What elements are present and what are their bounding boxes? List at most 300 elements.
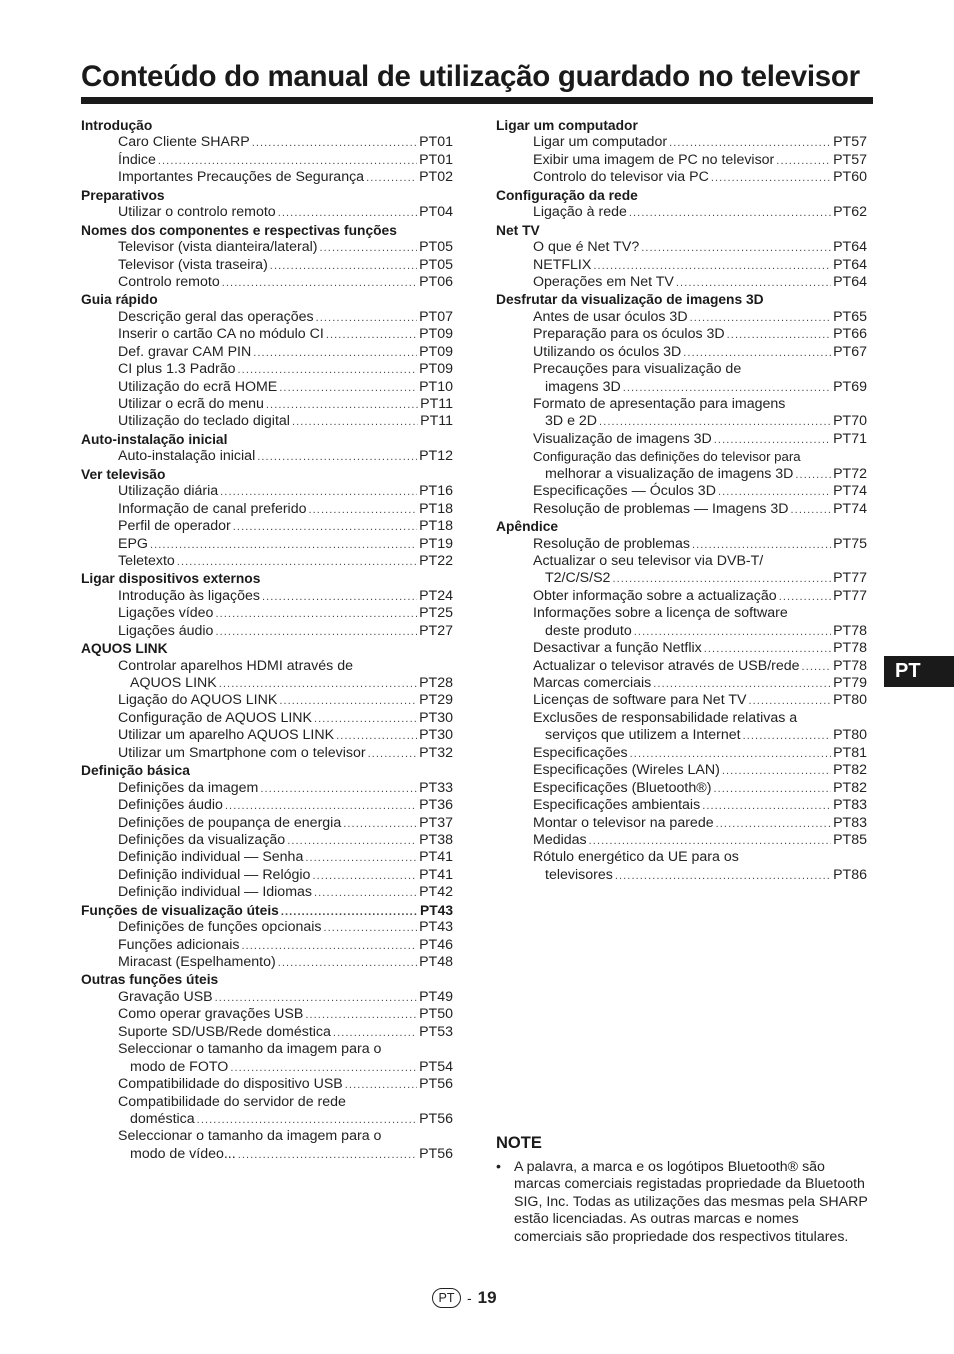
toc-page-ref: PT83 (833, 797, 867, 814)
toc-page-ref: PT79 (833, 675, 867, 691)
dot-leader (279, 380, 417, 397)
toc-entry (81, 169, 453, 186)
dot-leader (220, 484, 417, 501)
toc-entry-title: Antes de usar óculos 3D (533, 308, 688, 325)
toc-page-ref: PT46 (419, 936, 453, 953)
toc-entry-line: Rótulo energético da UE para os (533, 849, 739, 866)
dot-leader (641, 240, 831, 257)
toc-entry-title: Definições da visualização (118, 831, 286, 848)
toc-entry-title: Especificações (Wireles LAN) (533, 762, 720, 779)
toc-page-ref: PT18 (419, 518, 453, 535)
toc-page-ref: PT85 (833, 831, 867, 848)
dot-leader (779, 589, 831, 606)
toc-page-ref: PT83 (833, 814, 867, 831)
dot-leader (333, 1025, 417, 1042)
toc-section-heading: Ver televisão (81, 466, 166, 482)
toc-entry (496, 675, 867, 692)
toc-entry-title: Ligar um computador (533, 134, 668, 151)
toc-entry (496, 379, 867, 396)
dot-leader (314, 885, 417, 902)
dot-leader (345, 1077, 417, 1094)
toc-entry (496, 134, 867, 151)
toc-section-heading: Outras funções úteis (81, 972, 219, 988)
toc-entry (81, 309, 453, 326)
toc-entry-title: Definições áudio (118, 797, 223, 814)
toc-page-ref: PT38 (419, 831, 453, 848)
toc-page-ref: PT74 (833, 500, 867, 517)
toc-entry-title: Introdução às ligações (118, 587, 260, 604)
note-body (496, 1159, 868, 1246)
dot-leader (230, 1060, 417, 1077)
toc-page-ref: PT53 (419, 1023, 453, 1040)
toc-page-ref: PT02 (419, 169, 453, 186)
toc-entry-title: doméstica (130, 1110, 195, 1127)
toc-page-ref: PT19 (419, 535, 453, 552)
toc-page-ref: PT33 (419, 779, 453, 796)
toc-entry-line: Configuração das definições do televisor para (533, 449, 801, 465)
dot-leader (292, 414, 418, 431)
toc-entry-title: Medidas (533, 831, 587, 848)
toc-entry-title: Como operar gravações USB (118, 1006, 304, 1023)
toc-entry (81, 884, 453, 901)
toc-entry-title: 3D e 2D (545, 413, 598, 430)
toc-entry (496, 309, 867, 326)
toc-entry (496, 780, 867, 797)
toc-page-ref: PT78 (833, 657, 867, 674)
toc-page-ref: PT24 (419, 587, 453, 604)
toc-page-ref: PT80 (833, 727, 867, 744)
toc-entry-title: modo de FOTO (130, 1058, 229, 1075)
toc-entry (81, 745, 453, 762)
page-dash: - (467, 1290, 472, 1306)
toc-page-ref: PT30 (419, 727, 453, 744)
toc-entry-line: Controlar aparelhos HDMI através de (118, 657, 353, 674)
dot-leader (158, 153, 417, 170)
note-bullet: • (496, 1159, 501, 1175)
toc-page-ref: PT80 (833, 692, 867, 709)
page-title: Conteúdo do manual de utilização guardado no televisor (81, 60, 860, 93)
toc-entry (496, 431, 867, 448)
toc-entry-title: Licenças de software para Net TV (533, 692, 747, 709)
toc-page-ref: PT09 (419, 361, 453, 378)
toc-page-ref: PT11 (420, 396, 453, 412)
toc-entry-title: Definição individual — Senha (118, 849, 304, 866)
dot-leader (279, 693, 417, 710)
toc-entry (81, 344, 453, 361)
dot-leader (312, 868, 417, 885)
toc-entry-title: Actualizar o televisor através de USB/rede (533, 657, 800, 674)
toc-entry (496, 501, 867, 518)
title-rule (81, 97, 873, 104)
toc-page-ref: PT50 (419, 1006, 453, 1023)
toc-entry (496, 832, 867, 849)
toc-entry-line: Formato de apresentação para imagens (533, 396, 786, 412)
toc-entry-title: Resolução de problemas (533, 535, 690, 552)
toc-page-ref: PT29 (419, 692, 453, 709)
toc-entry-title: CI plus 1.3 Padrão (118, 361, 236, 378)
dot-leader (252, 135, 417, 152)
toc-entry-title: Definições da imagem (118, 779, 259, 796)
toc-page-ref: PT77 (833, 587, 867, 604)
dot-leader (320, 240, 418, 257)
toc-page-ref: PT82 (833, 762, 867, 779)
toc-page-ref: PT01 (419, 151, 453, 168)
toc-entry-title: Miracast (Espelhamento) (118, 954, 276, 970)
toc-entry (81, 1076, 453, 1093)
toc-section-heading: Apêndice (496, 519, 559, 535)
toc-section-heading: Preparativos (81, 187, 165, 203)
toc-page-ref: PT66 (833, 326, 867, 343)
toc-entry-title: Ligação à rede (533, 204, 627, 221)
toc-page-ref: PT71 (833, 430, 867, 447)
toc-entry-title: Especificações ambientais (533, 797, 701, 814)
toc-entry-title: Utilizar o controlo remoto (118, 204, 276, 221)
dot-leader (713, 781, 831, 798)
dot-leader (629, 205, 831, 222)
toc-entry (496, 658, 867, 675)
toc-entry-title: Utilização do teclado digital (118, 413, 290, 430)
toc-entry-line: Seleccionar o tamanho da imagem para o (118, 1128, 382, 1145)
dot-leader (177, 554, 417, 571)
toc-entry (81, 815, 453, 832)
dot-leader (215, 990, 417, 1007)
toc-entry-title: Importantes Precauções de Segurança (118, 169, 365, 186)
toc-entry (81, 204, 453, 221)
toc-entry (496, 727, 867, 744)
toc-page-ref: PT32 (419, 744, 453, 761)
toc-page-ref: PT65 (833, 308, 867, 325)
toc-entry-title: Ligação do AQUOS LINK (118, 692, 278, 709)
toc-page-ref: PT62 (833, 204, 867, 221)
dot-leader (711, 170, 831, 187)
toc-entry-title: Suporte SD/USB/Rede doméstica (118, 1023, 331, 1040)
toc-page-ref: PT69 (833, 378, 867, 395)
dot-leader (225, 798, 417, 815)
dot-leader (593, 258, 831, 275)
toc-entry-line: Seleccionar o tamanho da imagem para o (118, 1041, 382, 1058)
toc-page-ref: PT56 (419, 1076, 453, 1093)
toc-entry (496, 483, 867, 500)
toc-entry-title: EPG (118, 535, 148, 552)
toc-page-ref: PT18 (419, 500, 453, 517)
toc-entry (81, 1059, 453, 1076)
toc-entry-title: Utilizar um Smartphone com o televisor (118, 744, 366, 761)
toc-page-ref: PT56 (419, 1110, 453, 1127)
toc-entry-title: Montar o televisor na parede (533, 814, 714, 831)
toc-entry (496, 623, 867, 640)
toc-page-ref: PT22 (419, 552, 453, 569)
toc-entry-title: Especificações (Bluetooth®) (533, 779, 712, 796)
toc-page-ref: PT86 (833, 866, 867, 883)
dot-leader (802, 659, 832, 676)
toc-entry-title: Operações em Net TV (533, 273, 674, 290)
toc-page-ref: PT78 (833, 622, 867, 639)
toc-page-ref: PT77 (833, 570, 867, 587)
toc-entry (81, 710, 453, 727)
dot-leader (326, 327, 417, 344)
toc-entry-title: Definições de poupança de energia (118, 814, 342, 831)
toc-entry (496, 326, 867, 343)
dot-leader (366, 170, 417, 187)
dot-leader (748, 693, 831, 710)
toc-entry-title: Inserir o cartão CA no módulo CI (118, 326, 324, 343)
toc-entry-title: Teletexto (118, 552, 175, 569)
toc-entry (81, 152, 453, 169)
dot-leader (368, 746, 417, 763)
dot-leader (215, 606, 417, 623)
dot-leader (743, 728, 832, 745)
toc-entry (496, 815, 867, 832)
toc-entry (81, 536, 453, 553)
toc-entry (81, 413, 453, 430)
toc-entry-title: Especificações — Óculos 3D (533, 483, 716, 500)
toc-entry-title: Utilização diária (118, 483, 219, 500)
toc-entry (81, 902, 453, 919)
toc-section-heading: Configuração da rede (496, 187, 638, 203)
toc-page-ref: PT28 (419, 675, 453, 691)
dot-leader (260, 781, 417, 798)
dot-leader (683, 345, 831, 362)
toc-entry (496, 239, 867, 256)
dot-leader (714, 432, 831, 449)
toc-page-ref: PT43 (419, 919, 453, 936)
toc-entry (81, 501, 453, 518)
toc-entry (81, 518, 453, 535)
toc-page-ref: PT05 (419, 239, 453, 256)
dot-leader (722, 763, 831, 780)
toc-entry (81, 919, 453, 936)
toc-entry-title: Definição individual — Relógio (118, 866, 311, 883)
toc-entry-line: Precauções para visualização de (533, 361, 742, 378)
toc-page-ref: PT41 (419, 866, 453, 883)
dot-leader (676, 275, 831, 292)
toc-entry (496, 867, 867, 884)
dot-leader (589, 833, 831, 850)
toc-page-ref: PT70 (833, 413, 867, 430)
toc-entry-title: Marcas comerciais (533, 675, 652, 691)
dot-leader (309, 502, 418, 519)
toc-entry (81, 553, 453, 570)
toc-page-ref: PT64 (833, 256, 867, 273)
dot-leader (270, 258, 417, 275)
dot-leader (634, 624, 831, 641)
dot-leader (690, 310, 832, 327)
toc-entry-title: Preparação para os óculos 3D (533, 326, 725, 343)
toc-entry (81, 797, 453, 814)
dot-leader (716, 816, 831, 833)
dot-leader (215, 624, 417, 641)
dot-leader (222, 275, 417, 292)
toc-right-column (496, 117, 867, 884)
toc-page-ref: PT06 (419, 273, 453, 290)
toc-page-ref: PT12 (419, 448, 453, 465)
toc-entry-title: Def. gravar CAM PIN (118, 343, 252, 360)
toc-page-ref: PT64 (833, 239, 867, 256)
toc-entry (496, 152, 867, 169)
toc-section-heading: Nomes dos componentes e respectivas funções (81, 222, 397, 238)
toc-entry-title: Obter informação sobre a actualização (533, 587, 777, 604)
toc-section-heading: Guia rápido (81, 292, 158, 308)
toc-entry-title: Resolução de problemas — Imagens 3D (533, 500, 789, 517)
dot-leader (343, 816, 417, 833)
language-tab: PT (884, 656, 954, 687)
toc-page-ref: PT25 (419, 605, 453, 622)
toc-entry-title: Controlo do televisor via PC (533, 169, 709, 186)
toc-entry (81, 1024, 453, 1041)
toc-entry (81, 832, 453, 849)
dot-leader (669, 135, 831, 152)
dot-leader (150, 537, 417, 554)
toc-entry-line: Compatibilidade do servidor de rede (118, 1093, 346, 1110)
dot-leader (316, 310, 418, 327)
toc-entry (496, 588, 867, 605)
dot-leader (630, 746, 831, 763)
dot-leader (727, 327, 831, 344)
dot-leader (278, 205, 417, 222)
toc-page-ref: PT75 (833, 535, 867, 552)
toc-entry (81, 134, 453, 151)
page-number-value: 19 (477, 1288, 497, 1307)
toc-entry (81, 396, 453, 413)
dot-leader (266, 397, 418, 414)
toc-page-ref: PT56 (419, 1145, 453, 1162)
toc-page-ref: PT43 (420, 902, 453, 918)
toc-page-ref: PT48 (419, 954, 453, 970)
dot-leader (238, 1147, 417, 1164)
toc-page-ref: PT04 (419, 204, 453, 221)
toc-entry (496, 536, 867, 553)
toc-entry (81, 379, 453, 396)
dot-leader (305, 850, 417, 867)
toc-left-column (81, 117, 453, 1163)
toc-page-ref: PT72 (833, 465, 867, 482)
toc-page-ref: PT37 (419, 814, 453, 831)
toc-entry (81, 257, 453, 274)
toc-entry (81, 780, 453, 797)
page-lang-badge: PT (432, 1288, 461, 1308)
toc-entry-title: Índice (118, 151, 156, 168)
dot-leader (599, 414, 831, 431)
toc-entry-title: serviços que utilizem a Internet (545, 727, 741, 744)
toc-entry (496, 466, 867, 483)
toc-page-ref: PT07 (419, 308, 453, 325)
toc-page-ref: PT11 (420, 413, 453, 430)
toc-page-ref: PT05 (419, 256, 453, 273)
toc-entry-line: Exclusões de responsabilidade relativas a (533, 709, 798, 726)
toc-entry (81, 1146, 453, 1163)
page-number (432, 1287, 497, 1309)
toc-section-heading: AQUOS LINK (81, 641, 168, 657)
toc-section-heading: Net TV (496, 222, 540, 238)
toc-entry-line: Informações sobre a licença de software (533, 605, 788, 622)
toc-entry (496, 745, 867, 762)
toc-entry-title: Configuração de AQUOS LINK (118, 709, 312, 726)
toc-entry-title: NETFLIX (533, 256, 592, 273)
toc-page-ref: PT09 (419, 326, 453, 343)
toc-entry (496, 169, 867, 186)
toc-section-heading: Ligar dispositivos externos (81, 571, 261, 587)
toc-entry-title: Televisor (vista traseira) (118, 256, 268, 273)
toc-entry-title: Utilizar o ecrã do menu (118, 396, 264, 412)
toc-entry-title: O que é Net TV? (533, 239, 640, 256)
toc-entry (81, 675, 453, 692)
dot-leader (612, 571, 831, 588)
toc-entry-title: modo de vídeo... (130, 1145, 236, 1162)
toc-entry (496, 640, 867, 657)
toc-entry-title: Descrição geral das operações (118, 308, 314, 325)
toc-page-ref: PT74 (833, 483, 867, 500)
toc-page-ref: PT09 (419, 343, 453, 360)
toc-entry (81, 588, 453, 605)
toc-page-ref: PT16 (419, 483, 453, 500)
toc-entry (496, 692, 867, 709)
dot-leader (262, 589, 417, 606)
dot-leader (702, 798, 831, 815)
dot-leader (653, 676, 831, 693)
note-title: NOTE (496, 1134, 542, 1152)
toc-page-ref: PT36 (419, 797, 453, 814)
toc-entry (81, 954, 453, 971)
toc-entry (496, 344, 867, 361)
toc-entry-title: melhorar a visualização de imagens 3D (545, 465, 794, 482)
toc-entry (81, 605, 453, 622)
toc-page-ref: PT01 (419, 134, 453, 151)
toc-entry-title: Funções de visualização úteis (81, 902, 279, 918)
toc-entry (81, 623, 453, 640)
toc-entry-title: Televisor (vista dianteira/lateral) (118, 239, 318, 256)
dot-leader (233, 519, 417, 536)
dot-leader (197, 1112, 417, 1129)
dot-leader (336, 728, 417, 745)
toc-entry-title: Visualização de imagens 3D (533, 430, 712, 447)
toc-entry-title: deste produto (545, 622, 632, 639)
toc-page-ref: PT49 (419, 988, 453, 1005)
toc-page-ref: PT60 (833, 169, 867, 186)
toc-page-ref: PT27 (419, 622, 453, 639)
toc-entry-title: Utilização do ecrã HOME (118, 378, 278, 395)
toc-entry (81, 239, 453, 256)
toc-entry-title: Utilizando os óculos 3D (533, 343, 682, 360)
dot-leader (253, 345, 417, 362)
toc-entry (496, 413, 867, 430)
dot-leader (314, 711, 417, 728)
toc-entry-title: Definição individual — Idiomas (118, 884, 312, 901)
dot-leader (623, 380, 831, 397)
dot-leader (615, 868, 831, 885)
dot-leader (219, 676, 417, 693)
toc-entry-title: Controlo remoto (118, 273, 220, 290)
toc-page-ref: PT82 (833, 779, 867, 796)
toc-page-ref: PT54 (419, 1058, 453, 1075)
toc-entry-title: Auto-instalação inicial (118, 448, 256, 465)
dot-leader (323, 920, 417, 937)
dot-leader (776, 153, 831, 170)
toc-entry (496, 570, 867, 587)
toc-page-ref: PT42 (419, 884, 453, 901)
dot-leader (718, 484, 831, 501)
dot-leader (692, 537, 831, 554)
toc-section-heading: Introdução (81, 118, 153, 133)
dot-leader (305, 1007, 417, 1024)
toc-entry (496, 257, 867, 274)
toc-entry-title: Caro Cliente SHARP (118, 134, 250, 151)
toc-entry-title: Definições de funções opcionais (118, 919, 322, 936)
toc-section-heading: Auto-instalação inicial (81, 431, 228, 447)
toc-entry (81, 1111, 453, 1128)
note-text: A palavra, a marca e os logótipos Bluetooth® são marcas comerciais registadas propriedade da Bluetooth SIG, Inc. Todas as utilizações das mesmas pela SHARP estão licenciadas. As outras marcas e nomes comerciais são propriedade dos respectivos titulares. (514, 1159, 868, 1245)
toc-entry (81, 692, 453, 709)
toc-entry (81, 274, 453, 291)
